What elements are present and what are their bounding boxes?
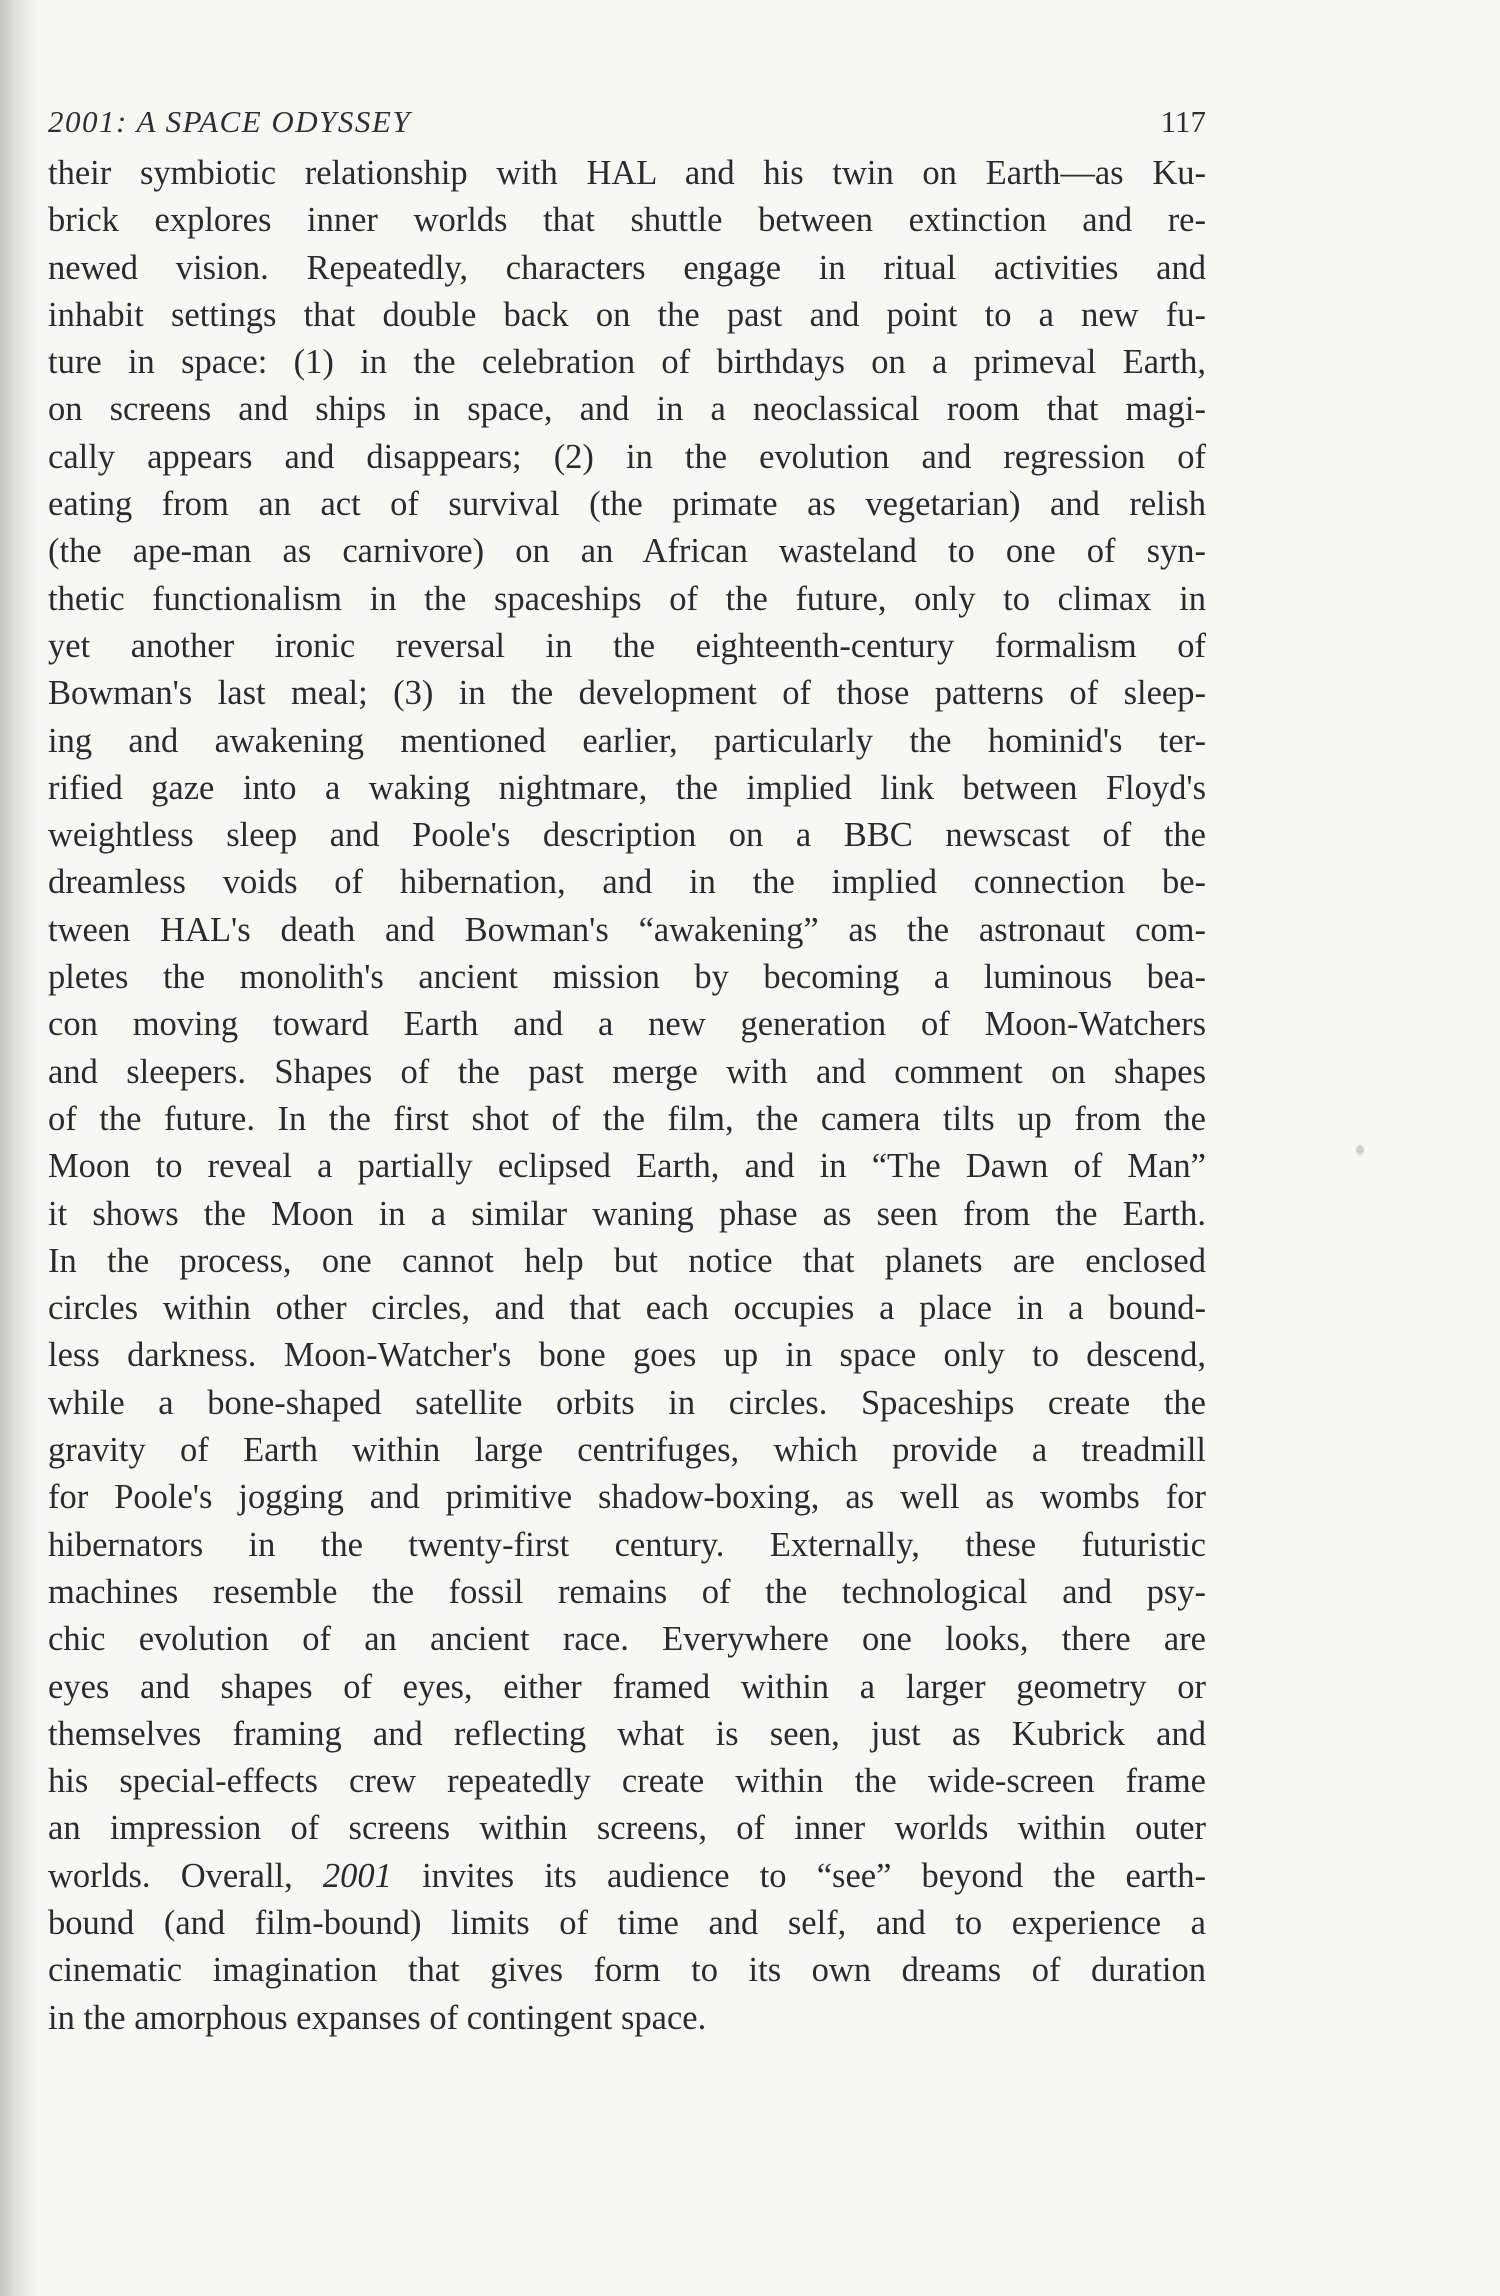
text-line: on screens and ships in space, and in a neoclassical room that magi- <box>48 390 1206 429</box>
text-line: for Poole's jogging and primitive shadow-boxing, as well as wombs for <box>48 1478 1206 1517</box>
text-line: newed vision. Repeatedly, characters engage in ritual activities and <box>48 248 1206 287</box>
text-line: pletes the monolith's ancient mission by becoming a luminous bea- <box>48 958 1206 997</box>
text-line: circles within other circles, and that each occupies a place in a bound- <box>48 1289 1206 1328</box>
running-head <box>48 100 1206 144</box>
text-line: eating from an act of survival (the primate as vegetarian) and relish <box>48 485 1206 524</box>
text-line: their symbiotic relationship with HAL and his twin on Earth—as Ku- <box>48 154 1206 192</box>
text-line: chic evolution of an ancient race. Everywhere one looks, there are <box>48 1620 1206 1659</box>
running-head-title: 2001: A SPACE ODYSSEY <box>48 104 412 139</box>
body-paragraph <box>48 150 1206 2042</box>
text-line: it shows the Moon in a similar waning phase as seen from the Earth. <box>48 1194 1206 1233</box>
text-line: eyes and shapes of eyes, either framed within a larger geometry or <box>48 1667 1206 1706</box>
text-line: thetic functionalism in the spaceships of the future, only to climax in <box>48 579 1206 618</box>
text-line: (the ape-man as carnivore) on an African wasteland to one of syn- <box>48 532 1206 571</box>
film-title-italic: 2001 <box>322 1856 392 1895</box>
text-line: ture in space: (1) in the celebration of birthdays on a primeval Earth, <box>48 343 1206 382</box>
text-line: worlds. Overall, 2001 invites its audience to “see” beyond the earth- <box>48 1856 1206 1895</box>
text-line: themselves framing and reflecting what is seen, just as Kubrick and <box>48 1714 1206 1753</box>
text-line: con moving toward Earth and a new generation of Moon-Watchers <box>48 1005 1206 1044</box>
scan-speck <box>1356 1145 1364 1155</box>
text-line: brick explores inner worlds that shuttle between extinction and re- <box>48 201 1206 240</box>
text-line: In the process, one cannot help but notice that planets are enclosed <box>48 1241 1206 1280</box>
text-line: less darkness. Moon-Watcher's bone goes up in space only to descend, <box>48 1336 1206 1375</box>
text-line: his special-effects crew repeatedly create within the wide-screen frame <box>48 1762 1206 1801</box>
text-line: of the future. In the first shot of the film, the camera tilts up from the <box>48 1099 1206 1138</box>
text-line: dreamless voids of hibernation, and in the implied connection be- <box>48 863 1206 902</box>
text-line: cally appears and disappears; (2) in the evolution and regression of <box>48 437 1206 476</box>
text-line: Moon to reveal a partially eclipsed Earth, and in “The Dawn of Man” <box>48 1147 1206 1186</box>
text-line: bound (and film-bound) limits of time and self, and to experience a <box>48 1903 1206 1942</box>
text-line: gravity of Earth within large centrifuges, which provide a treadmill <box>48 1431 1206 1470</box>
text-line: tween HAL's death and Bowman's “awakening” as the astronaut com- <box>48 910 1206 949</box>
binding-gutter-shadow <box>0 0 40 2296</box>
text-line: hibernators in the twenty-first century. Externally, these futuristic <box>48 1525 1206 1564</box>
text-line: yet another ironic reversal in the eighteenth-century formalism of <box>48 626 1206 665</box>
text-line-last: in the amorphous expanses of contingent space. <box>48 1998 707 2037</box>
text-line: rified gaze into a waking nightmare, the implied link between Floyd's <box>48 768 1206 807</box>
page-number: 117 <box>1160 104 1206 139</box>
text-line: machines resemble the fossil remains of the technological and psy- <box>48 1572 1206 1611</box>
text-line: inhabit settings that double back on the past and point to a new fu- <box>48 295 1206 334</box>
text-line: Bowman's last meal; (3) in the development of those patterns of sleep- <box>48 674 1206 713</box>
text-line: an impression of screens within screens, of inner worlds within outer <box>48 1809 1206 1848</box>
text-line: and sleepers. Shapes of the past merge with and comment on shapes <box>48 1052 1206 1091</box>
text-line: while a bone-shaped satellite orbits in circles. Spaceships create the <box>48 1383 1206 1422</box>
text-line: ing and awakening mentioned earlier, particularly the hominid's ter- <box>48 721 1206 760</box>
text-line: cinematic imagination that gives form to its own dreams of duration <box>48 1951 1206 1990</box>
text-line: weightless sleep and Poole's description on a BBC newscast of the <box>48 816 1206 855</box>
